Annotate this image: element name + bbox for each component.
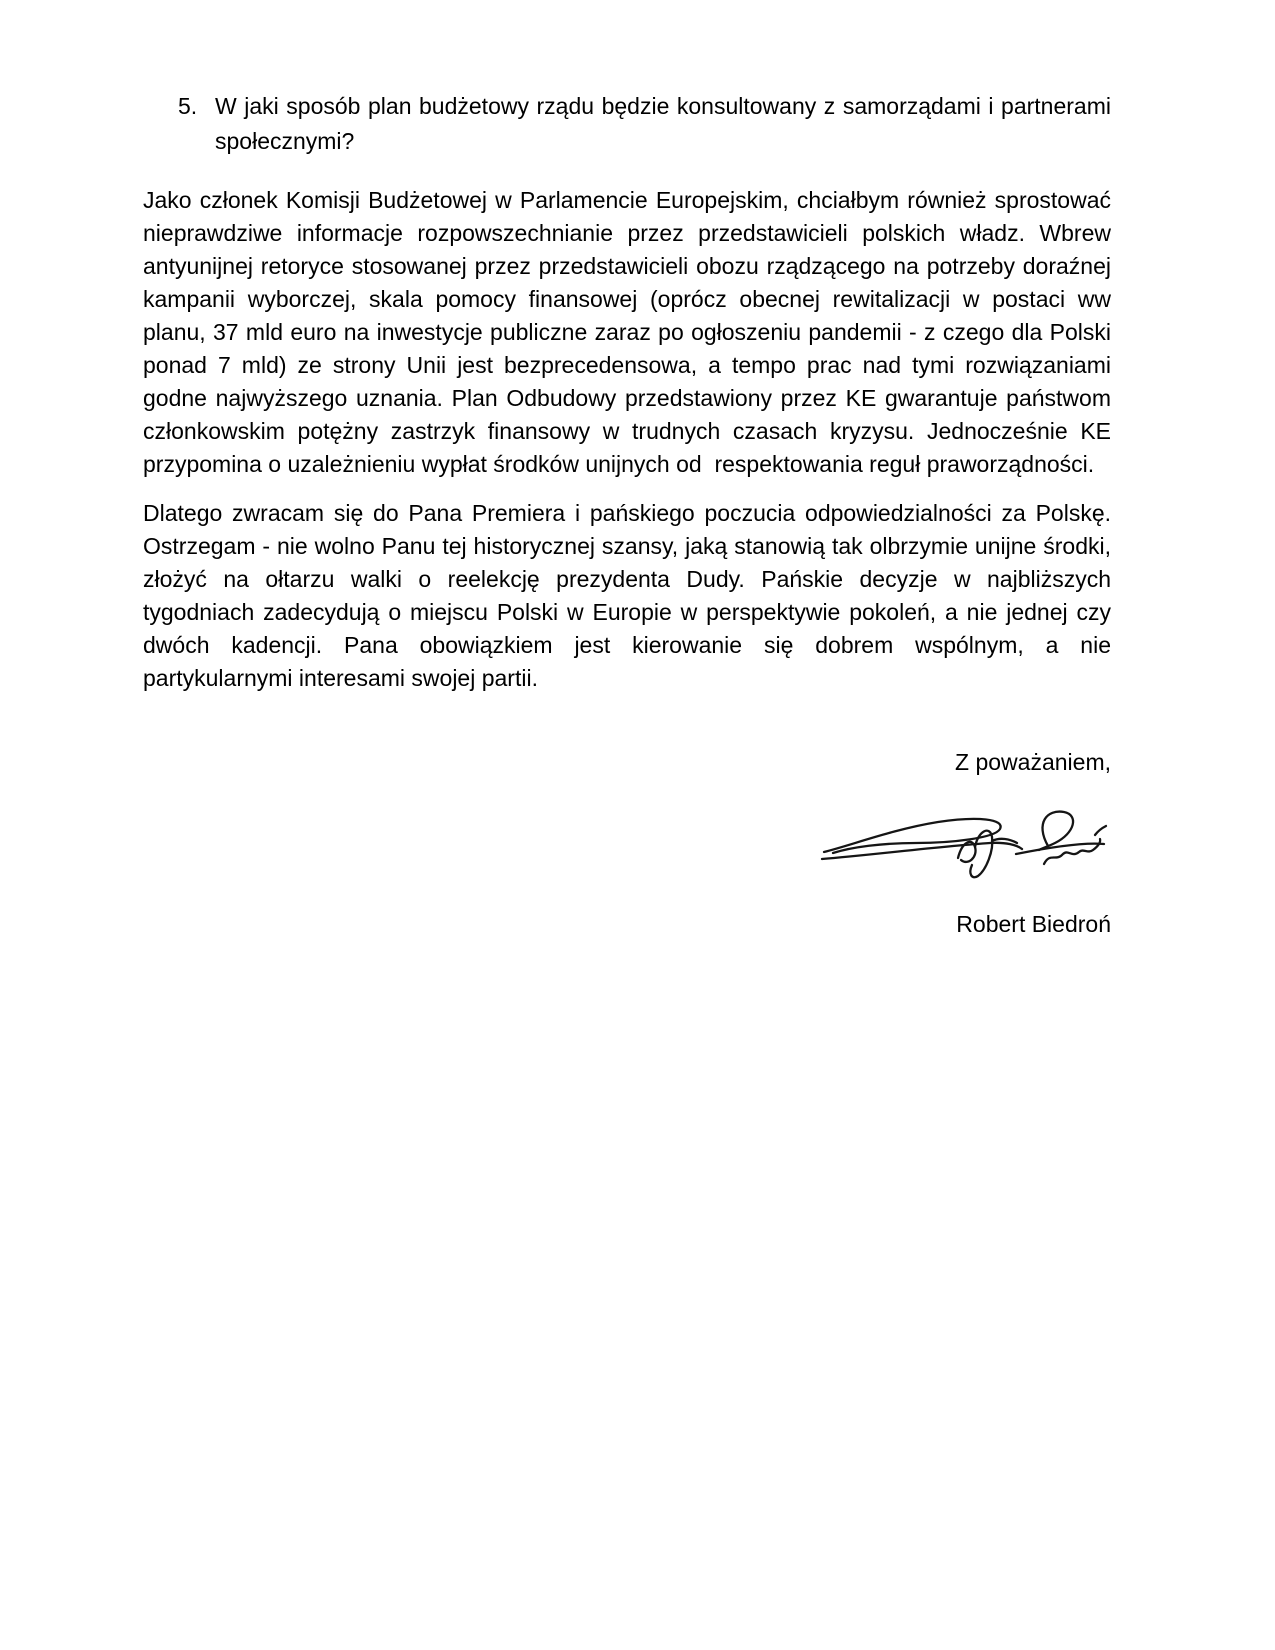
- text-line: członkowskim potężny zastrzyk finansowy w trudnych czasach kryzysu. Jednocześnie KE: [143, 418, 1111, 444]
- text-line: nieprawdziwe informacje rozpowszechnianie przez przedstawicieli polskich władz. Wbrew: [143, 220, 1111, 246]
- signature-name: Robert Biedroń: [956, 911, 1111, 937]
- text-line: Ostrzegam - nie wolno Panu tej historycznej szansy, jaką stanowią tak olbrzymie unijne środki,: [143, 533, 1111, 559]
- text-line: dwóch kadencji. Pana obowiązkiem jest kierowanie się dobrem wspólnym, a nie: [143, 632, 1111, 658]
- text-line: planu, 37 mld euro na inwestycje publiczne zaraz po ogłoszeniu pandemii - z czego dla Polski: [143, 319, 1111, 345]
- body-paragraph-1: [143, 184, 1111, 481]
- closing-salutation: Z poważaniem,: [955, 749, 1111, 775]
- signature-scrawl-svg: [820, 804, 1112, 892]
- question-number: 5.: [178, 93, 198, 119]
- question-line: W jaki sposób plan budżetowy rządu będzie konsultowany z samorządami i partnerami: [215, 93, 1111, 119]
- text-line: godne najwyższego uznania. Plan Odbudowy przedstawiony przez KE gwarantuje państwom: [143, 385, 1111, 411]
- text-line: Dlatego zwracam się do Pana Premiera i pańskiego poczucia odpowiedzialności za Polskę.: [143, 500, 1111, 526]
- text-line: przypomina o uzależnieniu wypłat środków unijnych od respektowania reguł praworządności.: [143, 451, 1095, 477]
- text-line: antyunijnej retoryce stosowanej przez przedstawicieli obozu rządzącego na potrzeby doraźnej: [143, 253, 1111, 279]
- text-line: kampanii wyborczej, skala pomocy finansowej (oprócz obecnej rewitalizacji w postaci ww: [143, 286, 1111, 312]
- question-item-5: [143, 89, 1111, 159]
- text-line: tygodniach zadecydują o miejscu Polski w Europie w perspektywie pokoleń, a nie jednej czy: [143, 599, 1111, 625]
- body-paragraph-2: [143, 497, 1111, 695]
- text-line: złożyć na ołtarzu walki o reelekcję prezydenta Dudy. Pańskie decyzje w najbliższych: [143, 566, 1111, 592]
- text-line: ponad 7 mld) ze strony Unii jest bezprecedensowa, a tempo prac nad tymi rozwiązaniami: [143, 352, 1111, 378]
- signature-image: [820, 804, 1112, 892]
- text-line: Jako członek Komisji Budżetowej w Parlamencie Europejskim, chciałbym również sprostować: [143, 187, 1111, 213]
- question-line: społecznymi?: [215, 128, 355, 154]
- text-line: partykularnymi interesami swojej partii.: [143, 665, 538, 691]
